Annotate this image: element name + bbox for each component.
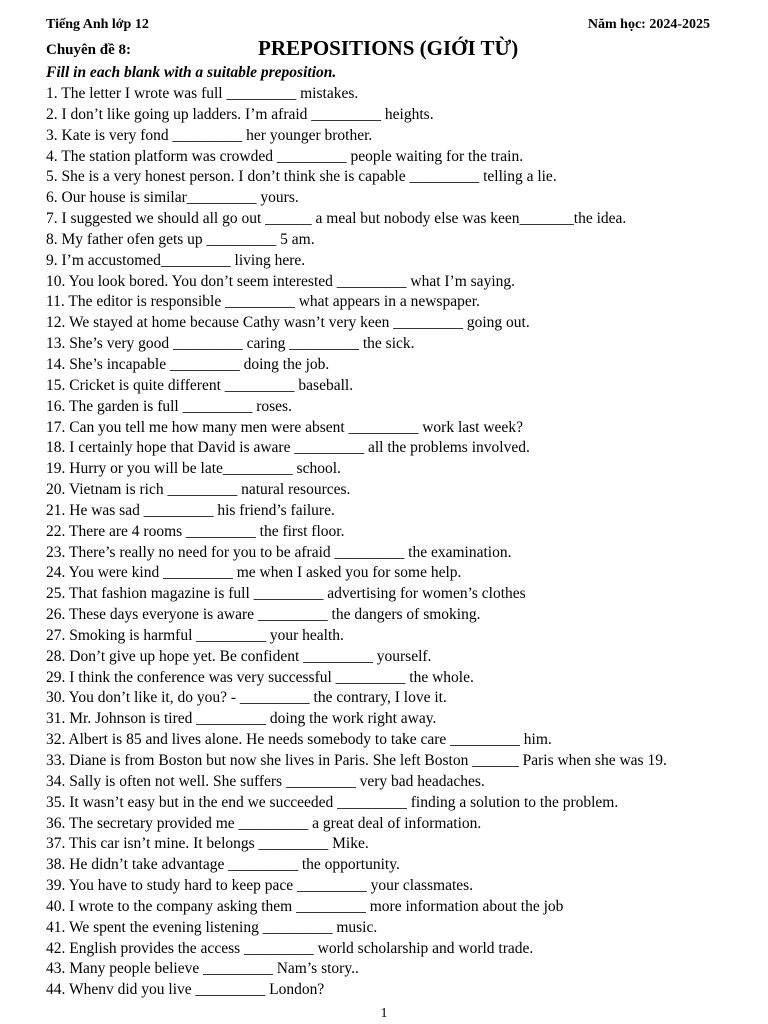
question-item: 11. The editor is responsible _________ what appears in a newspaper.	[46, 293, 480, 311]
page-title: PREPOSITIONS (GIỚI TỪ)	[258, 36, 519, 60]
question-item: 34. Sally is often not well. She suffers _________ very bad headaches.	[46, 772, 485, 790]
question-item: 13. She’s very good _________ caring _________ the sick.	[46, 335, 415, 353]
question-item: 44. Whenv did you live _________ London?	[46, 981, 325, 999]
subject-label: Tiếng Anh lớp 12	[46, 17, 149, 32]
question-item: 23. There’s really no need for you to be afraid _________ the examination.	[46, 543, 512, 561]
question-item: 5. She is a very honest person. I don’t think she is capable _________ telling a lie.	[46, 168, 557, 186]
question-item: 41. We spent the evening listening _________ music.	[46, 918, 378, 936]
question-item: 40. I wrote to the company asking them _________ more information about the job	[46, 897, 564, 915]
question-item: 29. I think the conference was very successful _________ the whole.	[46, 668, 474, 686]
question-item: 26. These days everyone is aware _________ the dangers of smoking.	[46, 606, 481, 624]
title-row	[46, 36, 728, 64]
question-item: 28. Don’t give up hope yet. Be confident _________ yourself.	[46, 647, 432, 665]
question-item: 27. Smoking is harmful _________ your health.	[46, 626, 344, 644]
question-item: 7. I suggested we should all go out ______ a meal but nobody else was keen_______the idea.	[46, 210, 627, 228]
page-number: 1	[380, 1006, 388, 1021]
question-item: 17. Can you tell me how many men were absent _________ work last week?	[46, 418, 523, 436]
school-year-label: Năm học: 2024-2025	[587, 17, 710, 32]
question-item: 14. She’s incapable _________ doing the job.	[46, 355, 330, 373]
question-item: 43. Many people believe _________ Nam’s story..	[46, 960, 359, 978]
question-item: 31. Mr. Johnson is tired _________ doing the work right away.	[46, 710, 437, 728]
question-item: 3. Kate is very fond _________ her younger brother.	[46, 126, 373, 144]
question-item: 35. It wasn’t easy but in the end we succeeded _________ finding a solution to the problem.	[46, 793, 619, 811]
question-item: 18. I certainly hope that David is aware _________ all the problems involved.	[46, 439, 530, 457]
question-item: 1. The letter I wrote was full _________ mistakes.	[46, 85, 359, 102]
question-item: 20. Vietnam is rich _________ natural resources.	[46, 481, 351, 499]
question-item: 4. The station platform was crowded _________ people waiting for the train.	[46, 147, 524, 165]
topic-label: Chuyên đề 8:	[46, 42, 132, 58]
question-item: 16. The garden is full _________ roses.	[46, 397, 292, 415]
instruction-text: Fill in each blank with a suitable preposition.	[46, 64, 337, 81]
question-item: 25. That fashion magazine is full _________ advertising for women’s clothes	[46, 585, 526, 603]
question-item: 12. We stayed at home because Cathy wasn’t very keen _________ going out.	[46, 314, 530, 332]
question-item: 8. My father ofen gets up _________ 5 am.	[46, 230, 315, 248]
question-item: 39. You have to study hard to keep pace _________ your classmates.	[46, 877, 474, 895]
question-list	[46, 84, 756, 1001]
question-item: 19. Hurry or you will be late_________ school.	[46, 460, 341, 478]
question-item: 22. There are 4 rooms _________ the first floor.	[46, 522, 345, 540]
question-item: 36. The secretary provided me _________ a great deal of information.	[46, 814, 482, 832]
page-header	[46, 17, 710, 35]
question-item: 21. He was sad _________ his friend’s failure.	[46, 501, 335, 519]
question-item: 10. You look bored. You don’t seem interested _________ what I’m saying.	[46, 272, 515, 290]
question-item: 2. I don’t like going up ladders. I’m afraid _________ heights.	[46, 105, 434, 123]
question-item: 38. He didn’t take advantage _________ the opportunity.	[46, 856, 400, 874]
question-item: 15. Cricket is quite different _________ baseball.	[46, 376, 354, 394]
question-item: 37. This car isn’t mine. It belongs _________ Mike.	[46, 835, 369, 853]
question-item: 6. Our house is similar_________ yours.	[46, 189, 299, 207]
question-item: 9. I’m accustomed_________ living here.	[46, 251, 306, 269]
question-item: 33. Diane is from Boston but now she lives in Paris. She left Boston ______ Paris when she was 19.	[46, 752, 667, 769]
question-item: 24. You were kind _________ me when I asked you for some help.	[46, 564, 462, 582]
question-item: 42. English provides the access _________ world scholarship and world trade.	[46, 939, 534, 957]
question-item: 32. Albert is 85 and lives alone. He needs somebody to take care _________ him.	[46, 731, 552, 749]
question-item: 30. You don’t like it, do you? - _________ the contrary, I love it.	[46, 689, 447, 707]
